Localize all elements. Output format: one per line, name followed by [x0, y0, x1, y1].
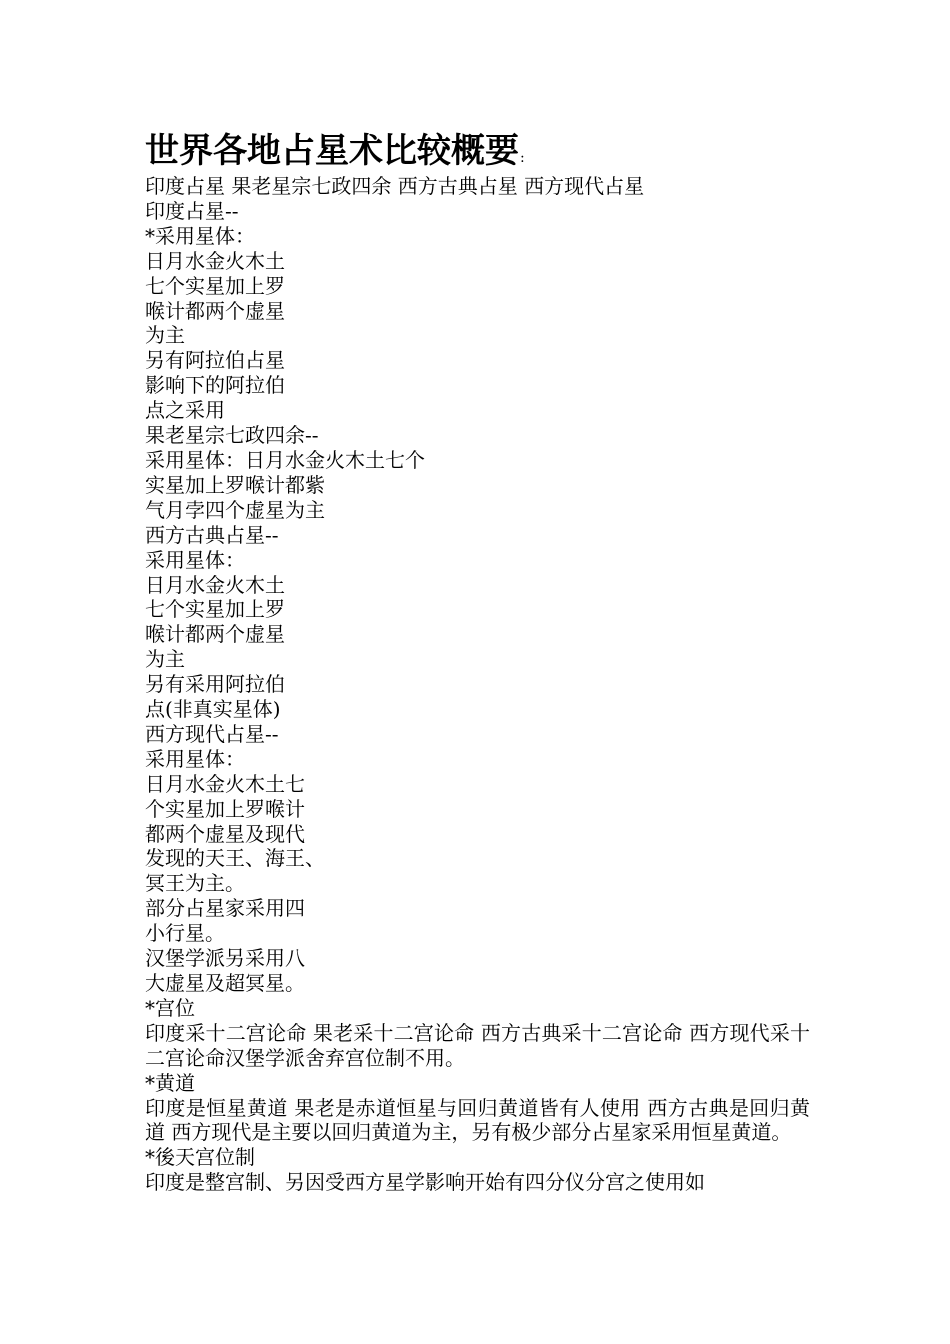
text-line: 七个实星加上罗 [145, 597, 285, 622]
text-line: 冥王为主。 [145, 871, 245, 896]
page-title: 世界各地占星术比较概要 [145, 131, 519, 171]
text-line: 影响下的阿拉伯 [145, 373, 285, 398]
text-line: 七个实星加上罗 [145, 273, 285, 298]
text-line: 西方现代占星-- [145, 721, 279, 746]
text-line: 另有阿拉伯占星 [145, 348, 285, 373]
text-line: 另有采用阿拉伯 [145, 672, 285, 697]
text-line: 发现的天王、海王、 [145, 846, 325, 871]
text-line: 点之采用 [145, 398, 225, 423]
text-line: 小行星。 [145, 921, 225, 946]
text-line: 日月水金火木土七 [145, 771, 305, 796]
text-line: 日月水金火木土 [145, 248, 285, 273]
paragraph-houses: 印度采十二宫论命 果老采十二宫论命 西方古典采十二宫论命 西方现代采十二宫论命汉堡学派舍弃宫位制不用。 [145, 1020, 810, 1070]
text-line: 部分占星家采用四 [145, 896, 305, 921]
title-colon: : [520, 150, 525, 166]
text-line: 实星加上罗喉计都紫 [145, 472, 325, 497]
section-heading-zodiac: *黄道 [145, 1070, 195, 1095]
section-heading-houses: *宫位 [145, 995, 195, 1020]
text-line: 西方古典占星-- [145, 522, 279, 547]
title-row [145, 128, 810, 174]
text-line: 大虚星及超冥星。 [145, 971, 305, 995]
text-line: 汉堡学派另采用八 [145, 946, 305, 971]
section-heading-house-system: *後天宫位制 [145, 1145, 255, 1170]
text-line: 采用星体：日月水金火木土七个 [145, 447, 425, 472]
text-line: 果老星宗七政四余-- [145, 423, 319, 448]
text-line: 都两个虚星及现代 [145, 821, 305, 846]
text-line: 为主 [145, 647, 185, 672]
text-line: 印度占星-- [145, 198, 239, 223]
text-line: 点(非真实星体) [145, 697, 281, 722]
text-line: 个实星加上罗喉计 [145, 796, 305, 821]
paragraph-house-system: 印度是整宫制、另因受西方星学影响开始有四分仪分宫之使用如 [145, 1170, 705, 1195]
text-line: 为主 [145, 323, 185, 348]
text-line: 印度占星 果老星宗七政四余 西方古典占星 西方现代占星 [145, 174, 645, 198]
text-line: 采用星体： [145, 746, 245, 771]
document-page [145, 128, 810, 1195]
text-line: *采用星体： [145, 223, 255, 248]
text-line: 喉计都两个虚星 [145, 298, 285, 323]
paragraph-zodiac: 印度是恒星黄道 果老是赤道恒星与回归黄道皆有人使用 西方古典是回归黄道 西方现代是主要以回归黄道为主，另有极少部分占星家采用恒星黄道。 [145, 1095, 810, 1145]
text-line: 气月孛四个虚星为主 [145, 497, 325, 522]
text-line: 日月水金火木土 [145, 572, 285, 597]
text-line: 采用星体： [145, 547, 245, 572]
text-line: 喉计都两个虚星 [145, 622, 285, 647]
